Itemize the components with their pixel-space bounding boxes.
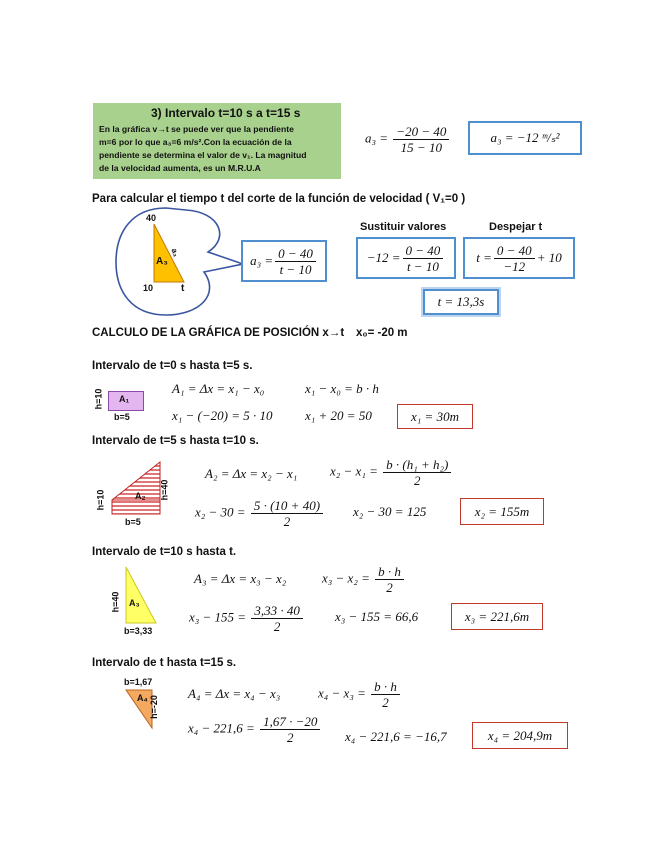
int4-result-box: x₄ = 204,9m <box>472 722 568 749</box>
int4-eq-3: x₄ − 221,6 = $\frac{1,67 \cdot -20}{2}$ <box>188 714 322 745</box>
section3-title: 3) Intervalo t=10 s a t=15 s <box>151 106 301 120</box>
int2-h1-label: h=10 <box>95 489 106 511</box>
tri-top-label: 40 <box>146 213 157 223</box>
substitute-label: Sustituir valores <box>360 221 447 233</box>
int2-eq-4: x₂ − 30 = 125 <box>353 504 427 519</box>
t-result-box: t = 13,3s <box>423 289 499 315</box>
tri-side-label: a₃ <box>169 247 181 258</box>
int4-eq-1: A₄ = Δx = x₄ − x₃ <box>188 686 281 701</box>
position-x0: x₀= -20 m <box>356 327 408 339</box>
tri-t-label: t <box>181 283 185 294</box>
solve-label: Despejar t <box>489 221 543 233</box>
int2-area-label: A₂ <box>135 491 146 501</box>
int1-eq-3: x₁ − (−20) = 5 · 10 <box>172 408 273 423</box>
eq-a3-result-box: a₃ = −12 ᵐ/ₛ² <box>468 121 582 155</box>
int4-eq-4: x₄ − 221,6 = −16,7 <box>345 729 447 744</box>
int3-eq-4: x₃ − 155 = 66,6 <box>335 609 419 624</box>
int2-result-box: x₂ = 155m <box>460 498 544 525</box>
section3-desc-1: En la gráfica v→t se puede ver que la pendiente <box>99 124 294 134</box>
int2-b-label: b=5 <box>125 517 141 527</box>
tri-area-label: A₃ <box>156 256 168 267</box>
speech-bubble <box>116 208 243 315</box>
velocity-triangle-diagram <box>112 202 247 320</box>
int2-heading: Intervalo de t=5 s hasta t=10 s. <box>92 435 259 447</box>
int1-eq-1: A₁ = Δx = x₁ − x₀ <box>172 381 265 396</box>
int3-eq-2: x₃ − x₂ = $\frac{b \cdot h}{2}$ <box>322 564 406 595</box>
int3-eq-3: x₃ − 155 = $\frac{3,33 \cdot 40}{2}$ <box>189 603 305 634</box>
bubble-eq-box: a₃ = $\frac{0 - 40}{t - 10}$ <box>241 240 327 282</box>
triangle-shape <box>126 567 156 623</box>
tri-bottom-label: 10 <box>143 283 154 293</box>
int4-heading: Intervalo de t hasta t=15 s. <box>92 657 237 669</box>
int3-triangle <box>124 565 160 627</box>
int2-eq-2: x₂ − x₁ = $\frac{\text{b · (h₁ + h₂)}}{2}$ <box>330 457 453 488</box>
int3-heading: Intervalo de t=10 s hasta t. <box>92 546 237 558</box>
int2-eq-3: x₂ − 30 = $\frac{5 \cdot (10 + 40)}{2}$ <box>195 498 325 529</box>
int1-h-label: h=10 <box>93 388 104 410</box>
int3-area-label: A₃ <box>129 598 140 608</box>
int1-result-box: x₁ = 30m <box>397 404 473 429</box>
int3-result-box: x₃ = 221,6m <box>451 603 543 630</box>
int4-b-label: b=1,67 <box>124 677 153 687</box>
position-heading: CALCULO DE LA GRÁFICA DE POSICIÓN x→t <box>92 327 345 339</box>
solve-eq-box: t = $\frac{0 - 40}{-12}$ + 10 <box>463 237 575 279</box>
substitute-eq-box: −12 = $\frac{0 - 40}{t - 10}$ <box>356 237 456 279</box>
eq-a3-slope: a₃ = $\frac{-20 - 40}{15 - 10}$ <box>365 124 451 155</box>
int3-h-label: h=40 <box>110 591 121 613</box>
int1-heading: Intervalo de t=0 s hasta t=5 s. <box>92 360 253 372</box>
section3-info-box <box>93 103 341 179</box>
section3-desc-2: m=6 por lo que a₃=6 m/s².Con la ecuación de la <box>99 137 292 147</box>
trapezoid-shape <box>112 462 160 514</box>
int1-eq-4: x₁ + 20 = 50 <box>305 408 372 423</box>
int1-area-label: A₁ <box>119 394 130 404</box>
int4-area-label: A₄ <box>137 693 148 703</box>
int2-eq-1: A₂ = Δx = x₂ − x₁ <box>205 466 298 481</box>
int3-eq-1: A₃ = Δx = x₃ − x₂ <box>194 571 287 586</box>
velocity-cut-heading: Para calcular el tiempo t del corte de la función de velocidad ( V₁=0 ) <box>92 193 466 205</box>
int1-eq-2: x₁ − x₀ = b · h <box>305 381 379 396</box>
int3-b-label: b=3,33 <box>124 626 153 636</box>
section3-desc-3: pendiente se determina el valor de v₁. La magnitud <box>99 150 307 160</box>
int1-b-label: b=5 <box>114 412 130 422</box>
section3-desc-4: de la velocidad aumenta, es un M.R.U.A <box>99 163 261 173</box>
int4-h-label: h=-20 <box>148 695 159 719</box>
int4-eq-2: x₄ − x₃ = $\frac{b \cdot h}{2}$ <box>318 679 402 710</box>
int2-h2-label: h=40 <box>159 479 170 501</box>
int2-trapezoid <box>110 460 162 516</box>
